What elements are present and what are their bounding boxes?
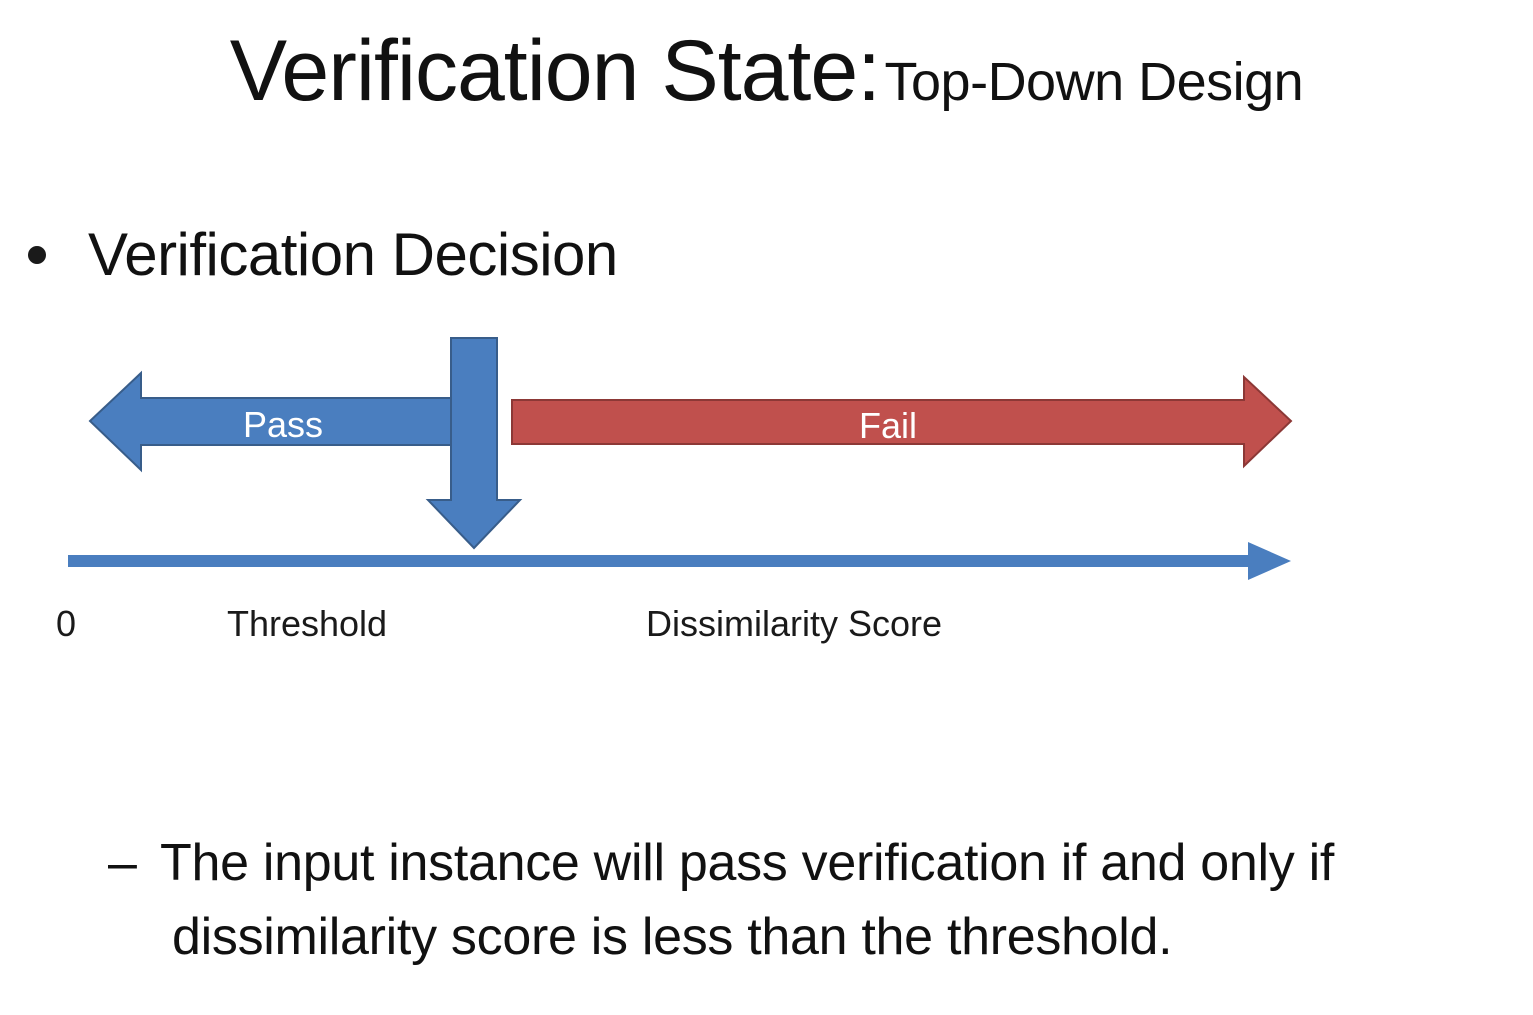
fail-label: Fail	[858, 405, 918, 446]
score-axis-arrowhead	[1248, 542, 1291, 580]
sub-bullet-explanation	[108, 826, 1518, 974]
threshold-label: Threshold	[226, 603, 388, 644]
pass-label: Pass	[242, 404, 324, 445]
title-main: Verification State:	[229, 23, 881, 119]
sub-bullet-line2: dissimilarity score is less than the threshold.	[172, 908, 1173, 966]
dissimilarity-score-label: Dissimilarity Score	[645, 603, 943, 644]
sub-bullet-dash: –	[108, 834, 137, 892]
score-axis-line	[68, 555, 1254, 567]
title-subtitle: Top-Down Design	[884, 52, 1304, 112]
bullet-text: Verification Decision	[88, 221, 618, 288]
sub-bullet-line1: The input instance will pass verification if and only if	[160, 834, 1335, 892]
origin-label: 0	[55, 603, 77, 644]
